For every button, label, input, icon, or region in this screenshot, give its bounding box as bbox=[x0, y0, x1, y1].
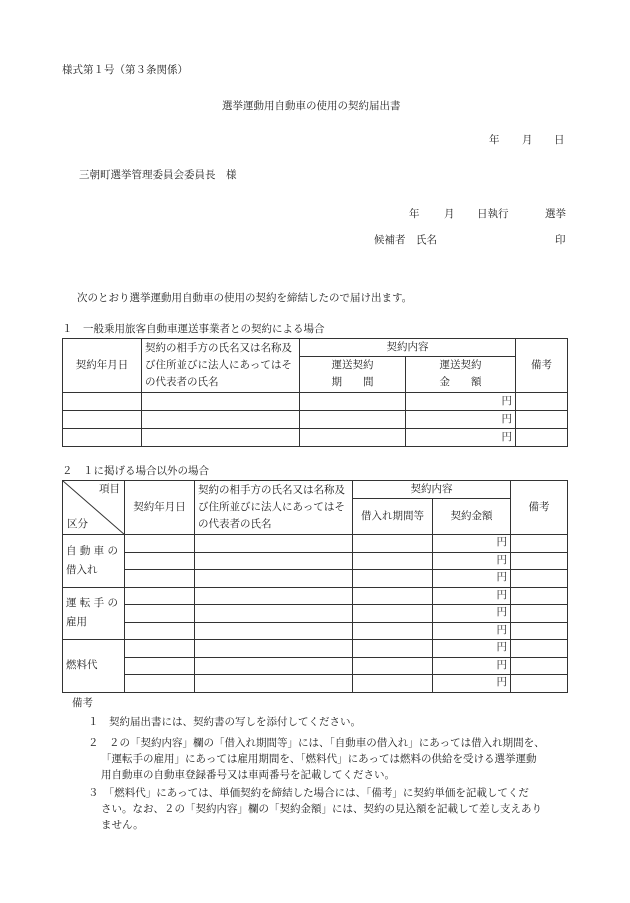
s1-header-contract: 契約内容 bbox=[300, 339, 516, 357]
s2-header-period: 借入れ期間等 bbox=[353, 499, 433, 535]
table-row bbox=[63, 535, 568, 553]
election-label: 選挙 bbox=[545, 208, 566, 220]
note-1: １ 契約届出書には、契約書の写しを添付してください。 bbox=[88, 716, 361, 728]
section2-table bbox=[62, 480, 568, 693]
s2-category-driver: 運 転 手 の 雇用 bbox=[63, 587, 125, 640]
s1-header-amount-1: 運送契約 bbox=[406, 357, 516, 375]
yen-unit: 円 bbox=[433, 640, 511, 658]
s2-header-contract: 契約内容 bbox=[353, 481, 511, 499]
s1-header-remarks: 備考 bbox=[516, 339, 568, 393]
yen-unit: 円 bbox=[406, 429, 516, 447]
document-title: 選挙運動用自動車の使用の契約届出書 bbox=[222, 100, 401, 112]
note-3-line-2: さい。なお、２の「契約内容」欄の「契約金額」には、契約の見込額を記載して差し支えあり bbox=[101, 803, 542, 815]
yen-unit: 円 bbox=[433, 605, 511, 623]
yen-unit: 円 bbox=[433, 570, 511, 588]
s2-header-amount: 契約金額 bbox=[433, 499, 511, 535]
table-row bbox=[63, 587, 568, 605]
table-row bbox=[63, 622, 568, 640]
s1-header-period-1: 運送契約 bbox=[300, 357, 406, 375]
election-month: 月 bbox=[444, 208, 455, 220]
date-month: 月 bbox=[522, 134, 533, 146]
yen-unit: 円 bbox=[433, 622, 511, 640]
notes-heading: 備考 bbox=[72, 697, 93, 709]
table-row bbox=[63, 429, 568, 447]
table-row bbox=[63, 570, 568, 588]
note-3-line-3: ません。 bbox=[101, 819, 144, 831]
table-row bbox=[63, 393, 568, 411]
yen-unit: 円 bbox=[406, 411, 516, 429]
yen-unit: 円 bbox=[433, 657, 511, 675]
s2-header-remarks: 備考 bbox=[511, 481, 568, 535]
s2-category-vehicle: 自 動 車 の 借入れ bbox=[63, 535, 125, 588]
note-2-line-2: 「運転手の雇用」にあっては雇用期間を、「燃料代」にあっては燃料の供給を受ける選挙運動 bbox=[101, 753, 537, 765]
s2-header-date: 契約年月日 bbox=[125, 481, 195, 535]
date-year: 年 bbox=[489, 134, 500, 146]
s1-header-date: 契約年月日 bbox=[63, 339, 142, 393]
table-row bbox=[63, 640, 568, 658]
election-year: 年 bbox=[409, 208, 420, 220]
note-2-line-1: ２ ２の「契約内容」欄の「借入れ期間等」には、「自動車の借入れ」にあっては借入れ期間を、 bbox=[88, 737, 545, 749]
s2-header-diagonal-cell bbox=[63, 481, 125, 535]
yen-unit: 円 bbox=[406, 393, 516, 411]
intro-text: 次のとおり選挙運動用自動車の使用の契約を締結したので届け出ます。 bbox=[77, 292, 413, 304]
yen-unit: 円 bbox=[433, 552, 511, 570]
s1-header-party: 契約の相手方の氏名又は名称及び住所並びに法人にあってはその代表者の氏名 bbox=[142, 339, 300, 393]
yen-unit: 円 bbox=[433, 675, 511, 693]
form-number: 様式第１号（第３条関係） bbox=[62, 64, 188, 76]
date-day: 日 bbox=[554, 134, 565, 146]
addressee: 三朝町選挙管理委員会委員長 様 bbox=[79, 169, 237, 181]
table-row bbox=[63, 552, 568, 570]
table-row bbox=[63, 605, 568, 623]
seal-mark: 印 bbox=[555, 234, 566, 246]
s2-header-party: 契約の相手方の氏名又は名称及び住所並びに法人にあってはその代表者の氏名 bbox=[195, 481, 353, 535]
yen-unit: 円 bbox=[433, 587, 511, 605]
section1-heading: １ 一般乗用旅客自動車運送事業者との契約による場合 bbox=[62, 323, 325, 335]
s2-category-fuel: 燃料代 bbox=[63, 640, 125, 693]
candidate-name-label: 候補者 氏名 bbox=[374, 234, 437, 246]
election-day-exec: 日執行 bbox=[477, 208, 509, 220]
table-row bbox=[63, 411, 568, 429]
s2-header-category: 区分 bbox=[67, 518, 88, 531]
note-2-line-3: 用自動車の自動車登録番号又は車両番号を記載してください。 bbox=[101, 769, 395, 781]
note-3-line-1: ３ 「燃料代」にあっては、単価契約を締結した場合には、「備考」に契約単価を記載してくだ bbox=[88, 787, 529, 799]
table-row bbox=[63, 657, 568, 675]
s2-header-item: 項目 bbox=[99, 483, 120, 495]
yen-unit: 円 bbox=[433, 535, 511, 553]
table-row bbox=[63, 675, 568, 693]
section2-heading: ２ １に掲げる場合以外の場合 bbox=[62, 465, 209, 477]
s1-header-amount-2: 金 額 bbox=[406, 375, 516, 393]
s1-header-period-2: 期 間 bbox=[300, 375, 406, 393]
section1-table bbox=[62, 338, 568, 447]
